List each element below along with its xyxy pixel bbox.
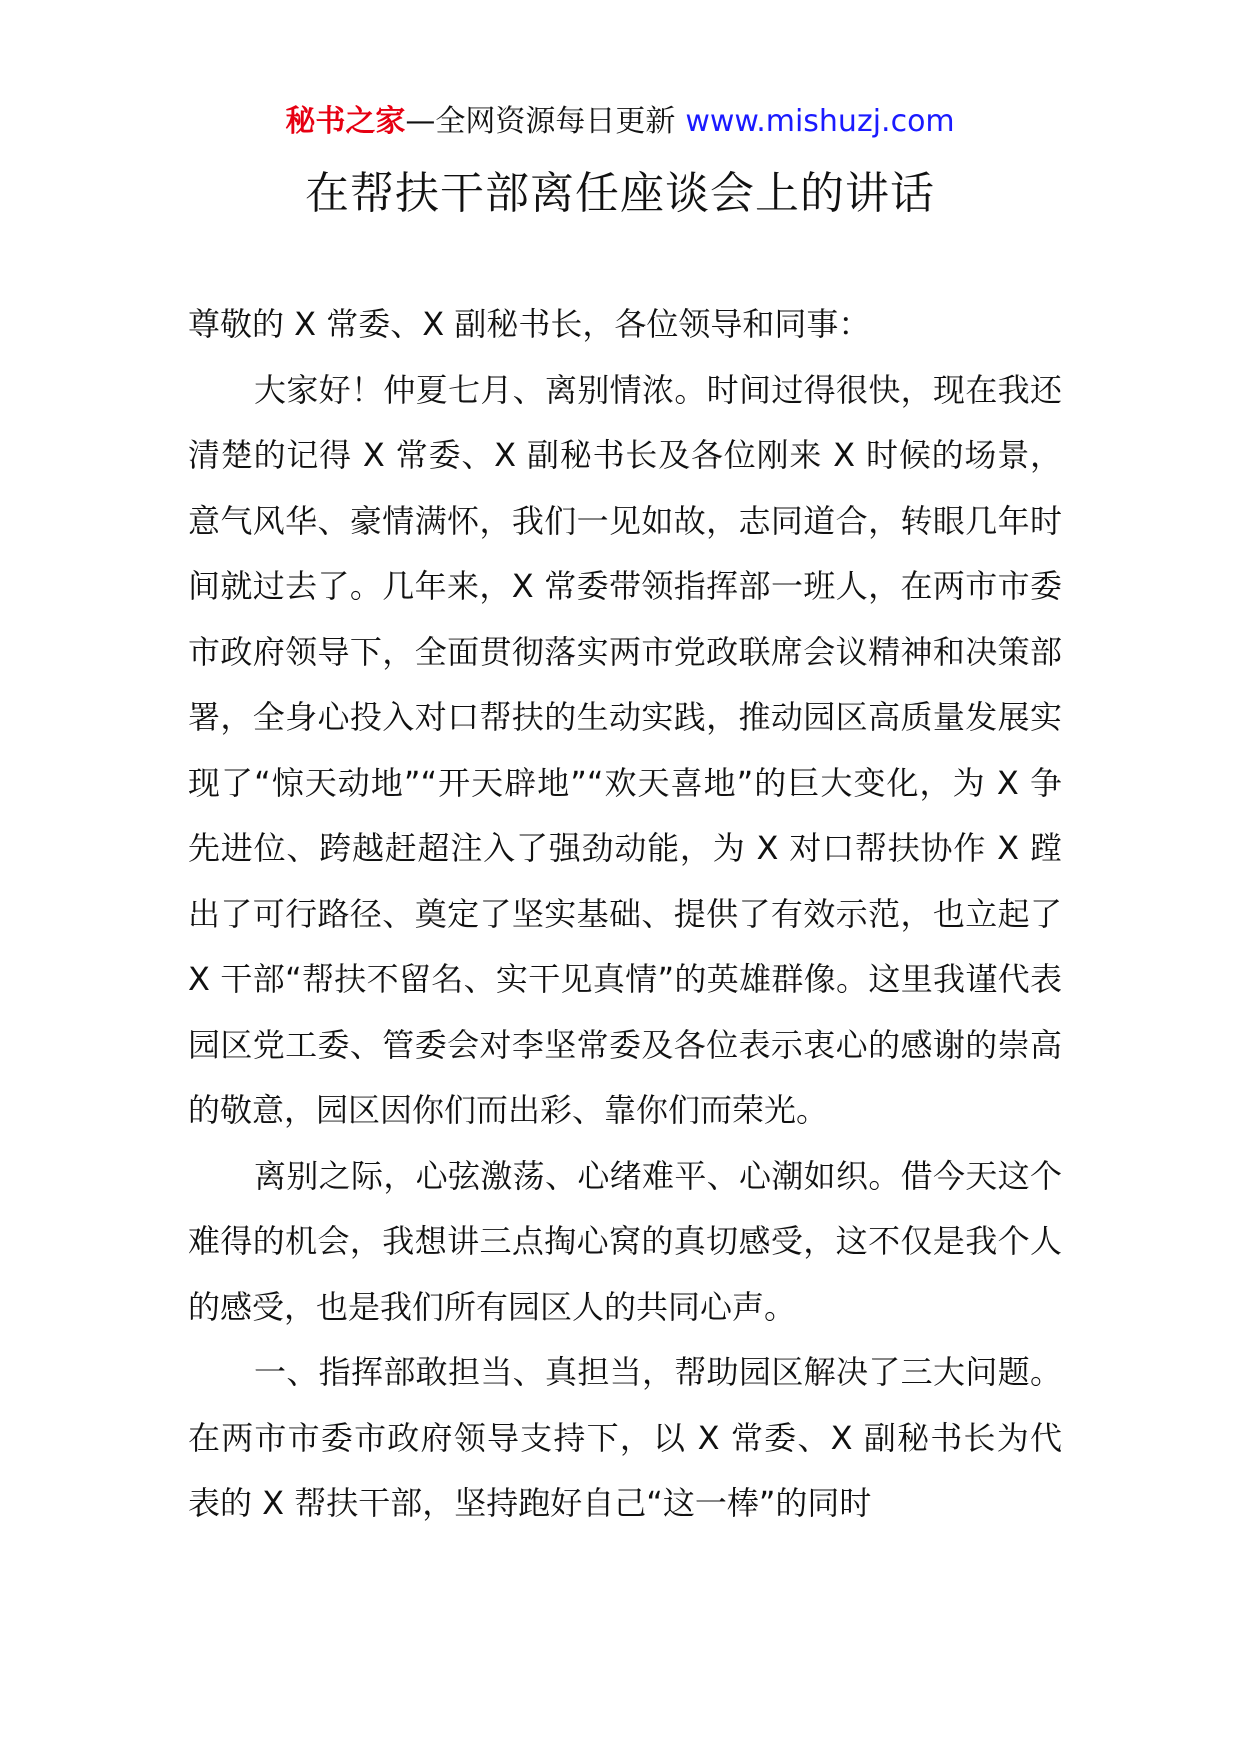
- paragraph: 大家好！仲夏七月、离别情浓。时间过得很快，现在我还清楚的记得 X 常委、X 副秘书长及各位刚来 X 时候的场景，意气风华、豪情满怀，我们一见如故，志同道合，转眼几年时间就过去了。几年来，X 常委带领指挥部一班人，在两市市委市政府领导下，全面贯彻落实两市党政联席会议精神和决策部署，全身心投入对口帮扶的生动实践，推动园区高质量发展实现了“惊天动地”“开天辟地”“欢天喜地”的巨大变化，为 X 争先进位、跨越赶超注入了强劲动能，为 X 对口帮扶协作 X 蹚出了可行路径、奠定了坚实基础、提供了有效示范，也立起了 X 干部“帮扶不留名、实干见真情”的英雄群像。这里我谨代表园区党工委、管委会对李坚常委及各位表示衷心的感谢的崇高的敬意，园区因你们而出彩、靠你们而荣光。: [188, 370, 1062, 1129]
- site-header: [0, 102, 1240, 142]
- document-body: [188, 292, 1062, 1537]
- paragraph: 离别之际，心弦激荡、心绪难平、心潮如织。借今天这个难得的机会，我想讲三点掏心窝的真切感受，这不仅是我个人的感受，也是我们所有园区人的共同心声。: [188, 1156, 1062, 1326]
- brand-name: 秘书之家: [285, 104, 406, 139]
- header-tagline: —全网资源每日更新: [405, 104, 676, 139]
- paragraph: 一、指挥部敢担当、真担当，帮助园区解决了三大问题。在两市市委市政府领导支持下，以 X 常委、X 副秘书长为代表的 X 帮扶干部，坚持跑好自己“这一棒”的同时: [188, 1353, 1062, 1522]
- site-url-link[interactable]: www.mishuzj.com: [685, 104, 955, 139]
- document-title: 在帮扶干部离任座谈会上的讲话: [305, 168, 935, 219]
- salutation: 尊敬的 X 常委、X 副秘书长，各位领导和同事：: [188, 305, 871, 343]
